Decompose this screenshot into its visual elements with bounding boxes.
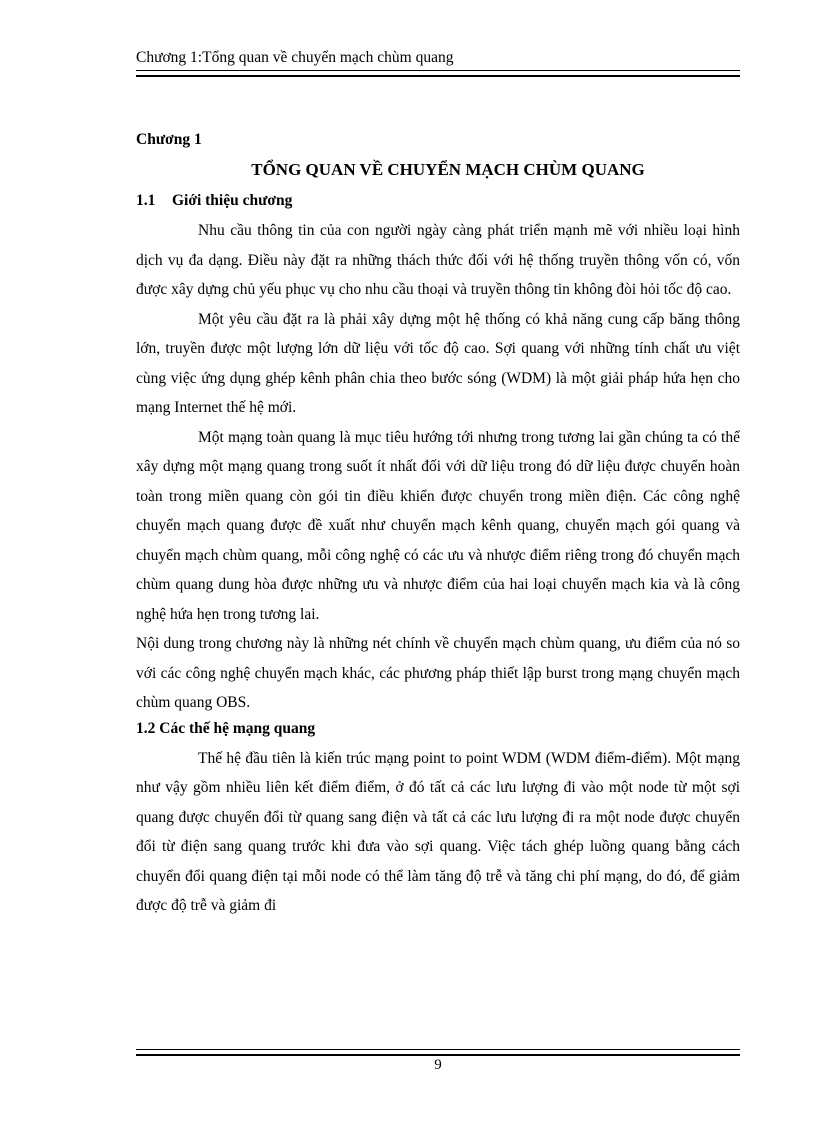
page-body xyxy=(136,130,740,921)
footer-rule xyxy=(136,1049,740,1056)
chapter-title: TỔNG QUAN VỀ CHUYỂN MẠCH CHÙM QUANG xyxy=(251,160,645,179)
running-header: Chương 1:Tổng quan về chuyển mạch chùm quang xyxy=(136,49,454,66)
section-number: 1.1 xyxy=(136,192,156,209)
section-heading-1-1 xyxy=(136,190,740,212)
section-title: Giới thiệu chương xyxy=(172,192,293,209)
section-title: Các thế hệ mạng quang xyxy=(159,719,316,737)
section-number: 1.2 xyxy=(136,719,156,737)
paragraph: Một yêu cầu đặt ra là phải xây dựng một hệ thống có khả năng cung cấp băng thông lớn, truyền được một lượng lớn dữ liệu với tốc độ cao. Sợi quang với những tính chất ưu việt cùng việc ứng dụng ghép kênh phân chia theo bước sóng (WDM) là một giải pháp hứa hẹn cho mạng Internet thế hệ mới. xyxy=(136,310,740,416)
chapter-label: Chương 1 xyxy=(136,131,202,148)
page-number: 9 xyxy=(434,1057,442,1073)
paragraph: Một mạng toàn quang là mục tiêu hướng tới nhưng trong tương lai gần chúng ta có thể xây dựng một mạng quang trong suốt ít nhất đối với dữ liệu trong đó dữ liệu được chuyển hoàn toàn trong miền quang còn gói tin điều khiển được chuyển trong miền điện. Các công nghệ chuyển mạch quang được đề xuất như chuyển mạch kênh quang, chuyển mạch gói quang và chuyển mạch chùm quang, mỗi công nghệ có các ưu và nhược điểm riêng trong đó chuyển mạch chùm quang dung hòa được những ưu và nhược điểm của hai loại chuyển mạch kia và là công nghệ hứa hẹn trong tương lai. xyxy=(136,428,740,623)
paragraph: Nhu cầu thông tin của con người ngày càng phát triển mạnh mẽ với nhiều loại hình dịch vụ đa dạng. Điều này đặt ra những thách thức đối với hệ thống truyền thông vốn có, vốn được xây dựng chủ yếu phục vụ cho nhu cầu thoại và truyền thông tin không đòi hỏi tốc độ cao. xyxy=(136,222,740,298)
paragraph: Thế hệ đầu tiên là kiến trúc mạng point to point WDM (WDM điểm-điểm). Một mạng như vậy gồm nhiều liên kết điểm điểm, ở đó tất cả các lưu lượng đi vào một node từ một sợi quang được chuyển đổi từ quang sang điện và tất cả các lưu lượng đi ra một node được chuyển đổi từ điện sang quang trước khi đưa vào sợi quang. Việc tách ghép luồng quang bằng cách chuyển đổi quang điện tại mỗi node có thể làm tăng độ trễ và tăng chi phí mạng, do đó, để giảm được độ trễ và giảm đi xyxy=(136,749,740,914)
header-rule xyxy=(136,70,740,77)
section-heading-1-2 xyxy=(136,718,740,740)
paragraph: Nội dung trong chương này là những nét chính về chuyển mạch chùm quang, ưu điểm của nó so với các công nghệ chuyển mạch khác, các phương pháp thiết lập burst trong mạng chuyển mạch chùm quang OBS. xyxy=(136,635,740,711)
